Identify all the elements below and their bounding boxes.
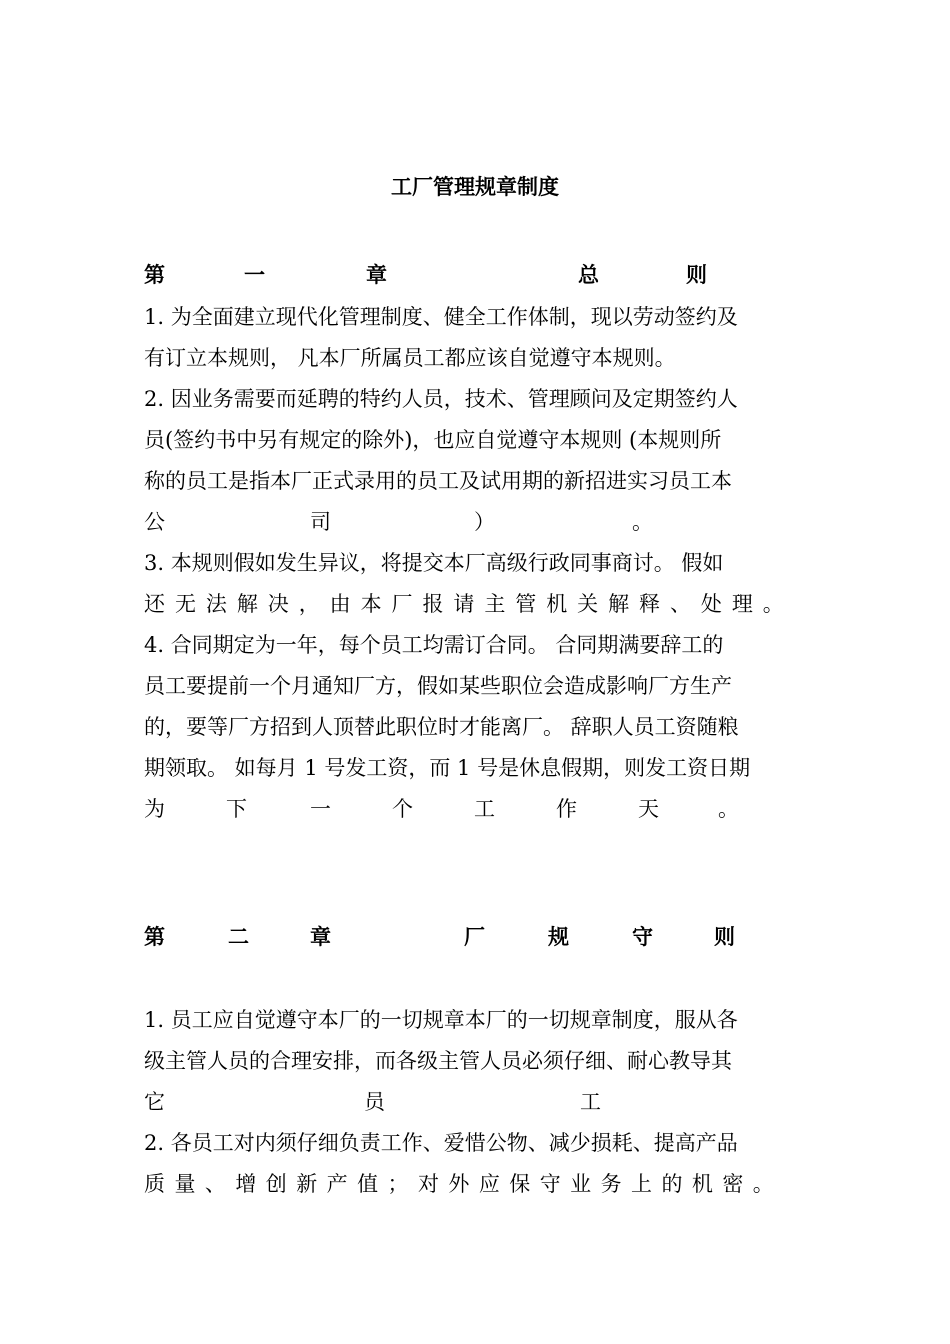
spread-char: 机: [691, 1172, 713, 1196]
spread-char: 工: [474, 797, 495, 821]
heading-char: 厂: [464, 925, 485, 949]
paragraph-line: 2. 因业务需要而延聘的特约人员，技术、管理顾问及定期签约人: [144, 387, 738, 411]
heading-char: 总: [578, 263, 599, 287]
heading-char: 规: [548, 925, 569, 949]
paragraph-line: 期领取。 如每月 1 号发工资，而 1 号是休息假期，则发工资日期: [144, 756, 751, 780]
heading-char: 二: [228, 925, 249, 949]
spread-char: 天: [638, 797, 659, 821]
spread-char: 创: [265, 1172, 287, 1196]
spread-char: 。: [752, 1172, 774, 1196]
spread-char: 上: [631, 1172, 652, 1196]
spread-char: 业: [570, 1172, 592, 1196]
paragraph-line: 员工要提前一个月通知厂方，假如某些职位会造成影响厂方生产: [144, 674, 732, 698]
spread-char: 、: [669, 592, 691, 616]
spread-char: 员: [364, 1090, 385, 1114]
paragraph-line: 的，要等厂方招到人顶替此职位时才能离厂。 辞职人员工资随粮: [144, 715, 739, 739]
spread-char: 公: [144, 510, 165, 534]
paragraph-line: 2. 各员工对内须仔细负责工作、爱惜公物、减少损耗、提高产品: [144, 1131, 738, 1155]
spread-char: 主: [484, 592, 506, 616]
paragraph-line: 3. 本规则假如发生异议，将提交本厂高级行政同事商讨。 假如: [144, 551, 724, 575]
spread-char: ）: [474, 510, 495, 534]
heading-char: 一: [244, 263, 265, 287]
spread-char: 个: [392, 797, 413, 821]
spread-char: 。: [718, 797, 739, 821]
spread-char: 质: [144, 1172, 165, 1196]
spread-char: 无: [174, 592, 196, 616]
spread-char: 下: [226, 797, 247, 821]
spread-char: 决: [267, 592, 289, 616]
spread-char: 工: [580, 1090, 601, 1114]
spread-char: 司: [310, 510, 331, 534]
spread-char: 务: [600, 1172, 622, 1196]
spread-char: ；: [387, 1172, 409, 1196]
spread-char: 。: [632, 510, 653, 534]
spread-char: 本: [360, 592, 382, 616]
heading-char: 则: [686, 263, 707, 287]
document-title: 工厂管理规章制度: [391, 175, 559, 199]
spread-char: ，: [298, 592, 320, 616]
spread-char: 管: [515, 592, 537, 616]
spread-char: 为: [144, 797, 165, 821]
spread-char: 。: [762, 592, 784, 616]
spread-char: 应: [478, 1172, 500, 1196]
spread-char: 值: [357, 1172, 379, 1196]
spread-char: 由: [329, 592, 351, 616]
spread-char: 它: [144, 1090, 165, 1114]
spread-char: 量: [174, 1172, 196, 1196]
spread-char: 外: [448, 1172, 470, 1196]
heading-char: 则: [714, 925, 735, 949]
spread-char: 对: [417, 1172, 439, 1196]
spread-char: 密: [722, 1172, 744, 1196]
paragraph-line: 称的员工是指本厂正式录用的员工及试用期的新招进实习员工本: [144, 469, 732, 493]
spread-char: 理: [731, 592, 753, 616]
spread-char: 守: [539, 1172, 561, 1196]
spread-char: 厂: [391, 592, 413, 616]
paragraph-line: 4. 合同期定为一年，每个员工均需订合同。 合同期满要辞工的: [144, 633, 724, 657]
paragraph-line: 有订立本规则， 凡本厂所属员工都应该自觉遵守本规则。: [144, 346, 676, 370]
heading-char: 章: [310, 925, 331, 949]
spread-char: 解: [608, 592, 630, 616]
spread-char: 法: [205, 592, 227, 616]
paragraph-line: 员(签约书中另有规定的除外)，也应自觉遵守本规则 (本规则所: [144, 428, 722, 452]
spread-char: 、: [204, 1172, 226, 1196]
spread-char: 报: [422, 592, 444, 616]
spread-char: 处: [700, 592, 722, 616]
paragraph-line: 级主管人员的合理安排，而各级主管人员必须仔细、耐心教导其: [144, 1049, 732, 1073]
heading-char: 守: [632, 925, 653, 949]
spread-char: 保: [509, 1172, 531, 1196]
spread-line: [144, 589, 784, 619]
spread-char: 机: [546, 592, 568, 616]
heading-char: 第: [144, 263, 165, 287]
spread-char: 新: [296, 1172, 318, 1196]
heading-char: 第: [144, 925, 165, 949]
spread-char: 作: [556, 797, 577, 821]
spread-char: 增: [235, 1172, 257, 1196]
spread-char: 还: [144, 592, 165, 616]
spread-char: 产: [326, 1172, 348, 1196]
spread-char: 释: [639, 592, 660, 616]
spread-char: 关: [577, 592, 599, 616]
spread-char: 请: [453, 592, 475, 616]
heading-char: 章: [366, 263, 387, 287]
spread-char: 一: [310, 797, 331, 821]
spread-char: 解: [236, 592, 258, 616]
spread-char: 的: [661, 1172, 683, 1196]
spread-line: [144, 1169, 774, 1199]
paragraph-line: 1. 员工应自觉遵守本厂的一切规章本厂的一切规章制度，服从各: [144, 1008, 738, 1032]
paragraph-line: 1. 为全面建立现代化管理制度、健全工作体制，现以劳动签约及: [144, 305, 738, 329]
